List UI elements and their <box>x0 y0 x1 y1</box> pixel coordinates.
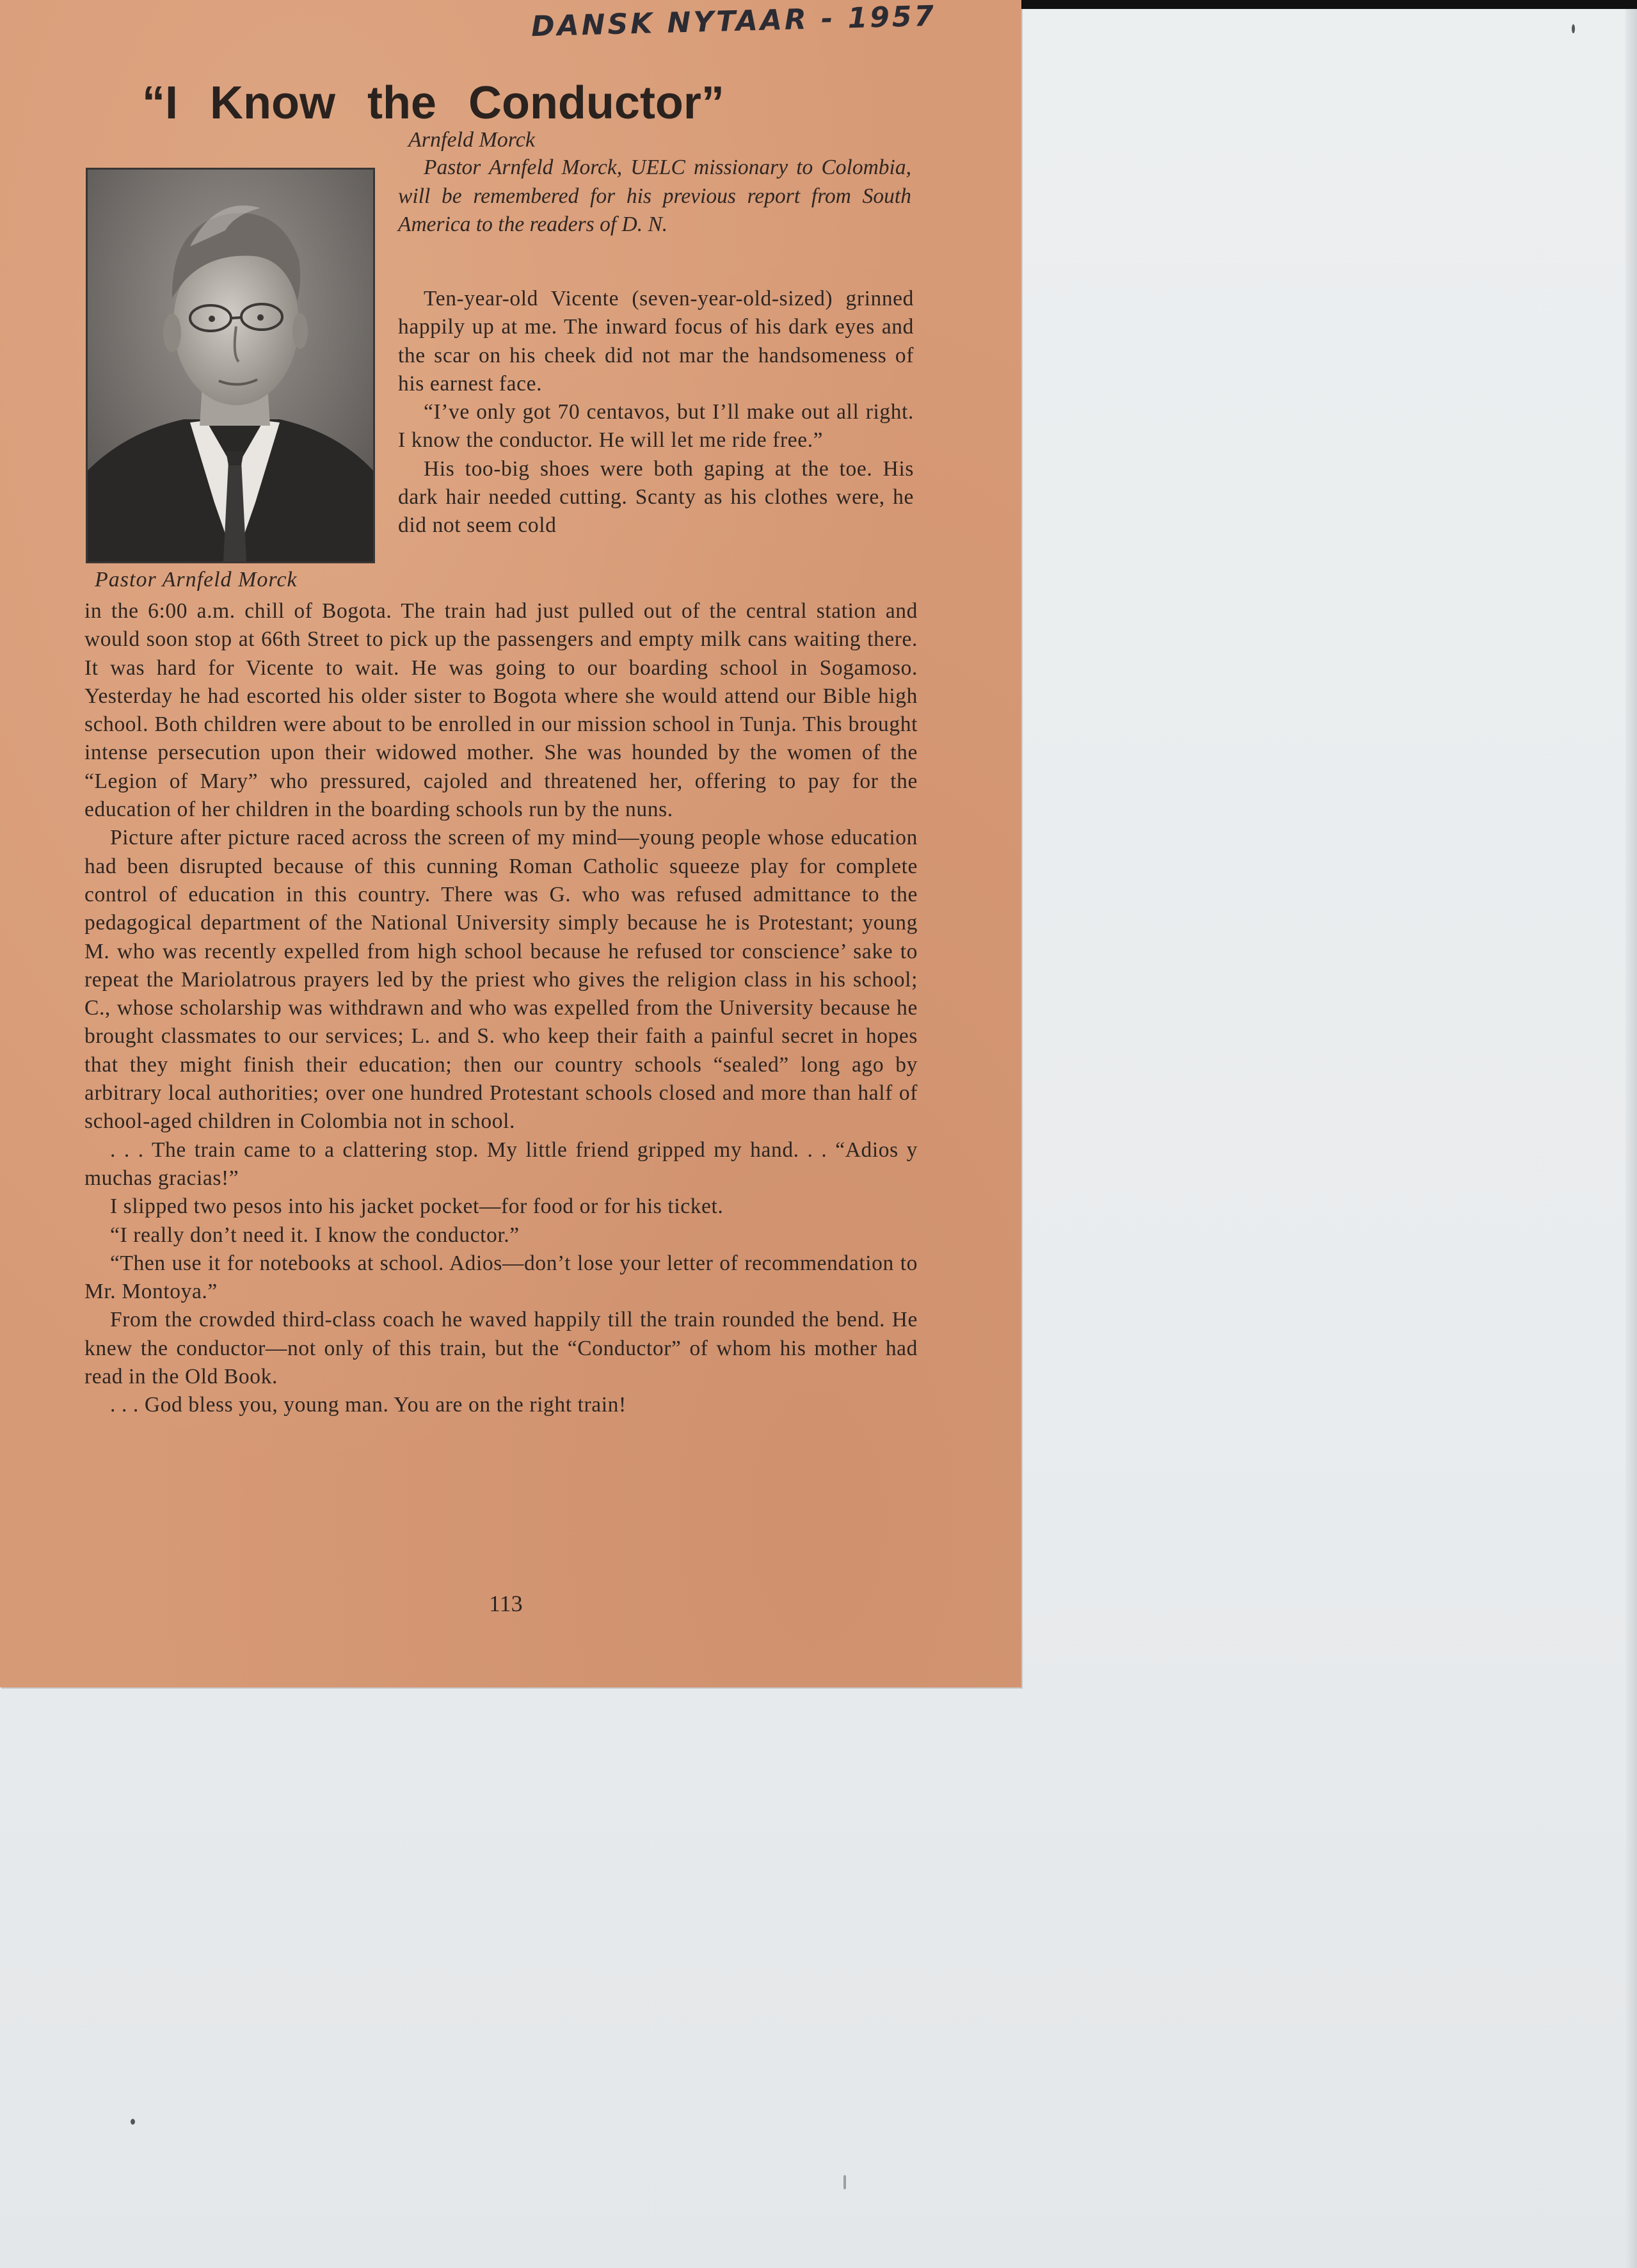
intro-text: Pastor Arnfeld Morck, UELC missionary to Colombia, will be remembered for his previous report from South America to the readers of D. N. <box>398 156 911 236</box>
body-paragraph: I slipped two pesos into his jacket pocket—for food or for his ticket. <box>110 1194 724 1219</box>
article-author: Arnfeld Morck <box>408 128 535 152</box>
author-portrait-photo <box>86 168 375 563</box>
body-paragraph: . . . God bless you, young man. You are on the right train! <box>110 1393 627 1417</box>
body-paragraph: His too-big shoes were both gaping at the toe. His dark hair needed cutting. Scanty as his clothes were, he did not seem cold <box>398 456 914 538</box>
handwritten-note: DANSK NYTAAR - 1957 <box>531 0 937 44</box>
photo-caption: Pastor Arnfeld Morck <box>95 568 298 591</box>
portrait-illustration <box>88 170 373 561</box>
body-paragraph: . . . The train came to a clattering stop. My little friend gripped my hand. . . “Adios y muchas gracias!” <box>84 1138 918 1190</box>
page-number: 113 <box>489 1591 523 1616</box>
scanner-edge-shadow <box>1018 0 1637 9</box>
body-paragraph: Picture after picture raced across the screen of my mind—young people whose education had been disrupted because of this cunning Roman Catholic squeeze play for complete control of education in this country. There was G. who was refused admittance to the pedagogical department of the National University simply because he is Protestant; young M. who was recently expelled from high school because he refused tor conscience’ sake to repeat the Mariolatrous prayers led by the priest who gives the religion class in his school; C., whose scholarship was withdrawn and who was expelled from the University because he brought classmates to our services; L. and S. who keep their faith a painful secret in hopes that they might finish their education; then our country schools “sealed” long ago by arbitrary local authorities; over one hundred Protestant schools closed and more than half of school-aged children in Colombia not in school. <box>84 826 918 1134</box>
dust-speck <box>843 2175 846 2189</box>
article-title: “I Know the Conductor” <box>142 77 724 129</box>
article-body-full-width <box>84 597 918 1420</box>
body-paragraph: From the crowded third-class coach he waved happily till the train rounded the bend. He knew the conductor—not only of this train, but the “Conductor” of whom his mother had read in the Old Book. <box>84 1308 918 1389</box>
body-paragraph: “I’ve only got 70 centavos, but I’ll make out all right. I know the conductor. He will let me ride free.” <box>398 400 914 453</box>
scanner-right-edge <box>1625 9 1637 2268</box>
dust-speck <box>131 2119 135 2125</box>
body-paragraph-continued: in the 6:00 a.m. chill of Bogota. The train had just pulled out of the central station and would soon stop at 66th Street to pick up the passengers and empty milk cans waiting there. It was hard for Vicente to wait. He was going to our boarding school in Sogamoso. Yesterday he had escorted his older sister to Bogota where she would attend our Bible high school. Both children were about to be enrolled in our mission school in Tunja. This brought intense persecution upon their widowed mother. She was hounded by the women of the “Legion of Mary” who pressured, cajoled and threatened her, offering to pay for the education of her children in the boarding schools run by the nuns. <box>84 599 918 822</box>
body-paragraph: “I really don’t need it. I know the conductor.” <box>110 1223 520 1247</box>
body-paragraph: “Then use it for notebooks at school. Adios—don’t lose your letter of recommendation to Mr. Montoya.” <box>84 1251 918 1304</box>
article-intro <box>398 154 911 239</box>
dust-speck <box>1572 24 1575 33</box>
body-paragraph: Ten-year-old Vicente (seven-year-old-sized) grinned happily up at me. The inward focus of his dark eyes and the scar on his cheek did not mar the handsomeness of his earnest face. <box>398 287 914 396</box>
clipping-page <box>0 0 1021 1687</box>
article-body-beside-photo <box>398 285 914 540</box>
